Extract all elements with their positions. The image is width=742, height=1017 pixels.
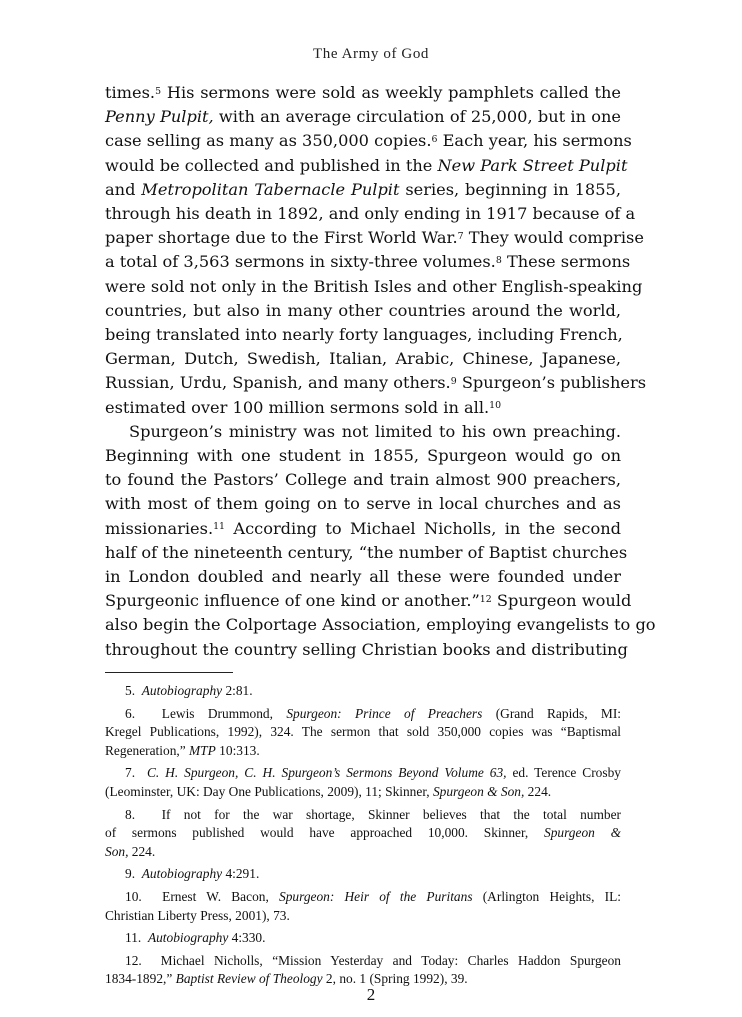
page-number: 2 xyxy=(366,985,376,1004)
italic-title: MTP xyxy=(189,742,216,758)
footnote xyxy=(105,929,621,948)
footnote-number: 12. xyxy=(125,952,161,968)
footnote-line: 8. If not for the war shortage, Skinner believes that the total number xyxy=(125,806,621,822)
italic-title: Autobiography xyxy=(141,683,223,698)
body-line: half of the nineteenth century, “the number of Baptist churches xyxy=(105,542,628,562)
italic-title: Spurgeon & xyxy=(544,825,621,841)
italic-title: Son, xyxy=(105,843,129,859)
footnote-line: 9. Autobiography 4:291. xyxy=(125,866,260,882)
italic-title: Autobiography xyxy=(147,930,229,946)
italic-title: Spurgeon: Prince of Preachers xyxy=(286,705,483,721)
footnote-number: 5. xyxy=(125,683,142,698)
italic-title: Spurgeon: Heir of the Puritans xyxy=(279,888,473,904)
body-line: were sold not only in the British Isles and other English-speaking xyxy=(105,276,643,296)
footnote xyxy=(105,888,621,925)
footnote-number: 11. xyxy=(125,930,148,946)
footnote-ref: 12 xyxy=(479,594,492,606)
italic-title: Autobiography xyxy=(141,866,223,882)
body-line: Spurgeonic influence of one kind or another.”$^{12}$ Spurgeon would xyxy=(105,591,632,611)
body-line: paper shortage due to the First World War.$^7$ They would comprise xyxy=(105,228,644,248)
body-line: times.$^5$ His sermons were sold as weekly pamphlets called the xyxy=(105,83,621,102)
footnote-number: 8. xyxy=(125,806,162,822)
italic-title: C. H. Spurgeon, C. H. Spurgeon’s Sermons Beyond Volume 63, xyxy=(146,765,507,781)
footnote-line: Kregel Publications, 1992), 324. The sermon that sold 350,000 copies was “Baptismal xyxy=(105,724,621,740)
footnote xyxy=(105,806,621,862)
footnote-ref: 10 xyxy=(489,400,502,412)
footnote-line: 7. C. H. Spurgeon, C. H. Spurgeon’s Sermons Beyond Volume 63, ed. Terence Crosby xyxy=(125,765,621,781)
footnote-ref: 7 xyxy=(457,231,464,242)
footnote-line: 12. Michael Nicholls, “Mission Yesterday and Today: Charles Haddon Spurgeon xyxy=(125,952,621,968)
italic-title: Metropolitan Tabernacle Pulpit xyxy=(141,179,400,199)
footnote-line: of sermons published would have approached 10,000. Skinner, Spurgeon & xyxy=(105,825,621,841)
footnote-line: 10. Ernest W. Bacon, Spurgeon: Heir of the Puritans (Arlington Heights, IL: xyxy=(125,888,622,904)
footnote-ref: 6 xyxy=(431,134,438,146)
footnote-line: (Leominster, UK: Day One Publications, 2009), 11; Skinner, Spurgeon & Son, 224. xyxy=(105,783,552,799)
body-line: also begin the Colportage Association, employing evangelists to go xyxy=(105,615,656,635)
italic-title: New Park Street Pulpit xyxy=(437,155,628,175)
footnote xyxy=(105,764,621,801)
footnote-ref: 9 xyxy=(450,376,457,388)
footnote-rule xyxy=(105,672,233,673)
footnote-ref: 8 xyxy=(495,255,502,267)
footnote-ref: 5 xyxy=(155,85,162,97)
body-text xyxy=(105,81,656,662)
footnote xyxy=(105,705,621,761)
body-line: Penny Pulpit, with an average circulation of 25,000, but in one xyxy=(105,107,621,127)
footnote-number: 10. xyxy=(125,888,163,904)
footnote-number: 7. xyxy=(125,765,147,781)
body-line: with most of them going on to serve in local churches and as xyxy=(105,494,621,514)
footnote-line: 11. Autobiography 4:330. xyxy=(125,930,266,946)
body-line: German, Dutch, Swedish, Italian, Arabic, Chinese, Japanese, xyxy=(105,349,621,369)
body-line: throughout the country selling Christian books and distributing xyxy=(105,639,628,659)
footnote-ref: 11 xyxy=(213,521,226,533)
body-line: and Metropolitan Tabernacle Pulpit series, beginning in 1855, xyxy=(105,179,621,199)
body-line: case selling as many as 350,000 copies.$^6$ Each year, his sermons xyxy=(105,131,632,151)
footnote-line: Son, 224. xyxy=(105,843,156,859)
footnote-line: Christian Liberty Press, 2001), 73. xyxy=(105,907,290,923)
footnote-number: 9. xyxy=(125,866,142,882)
footnote-line: 5. Autobiography 2:81. xyxy=(125,683,253,698)
footnote xyxy=(105,865,621,884)
footnote-line: 6. Lewis Drummond, Spurgeon: Prince of Preachers (Grand Rapids, MI: xyxy=(125,705,621,721)
body-line: Russian, Urdu, Spanish, and many others.$^9$ Spurgeon’s publishers xyxy=(105,373,647,393)
body-line: would be collected and published in the New Park Street Pulpit xyxy=(105,155,628,175)
footnotes xyxy=(105,682,621,993)
footnote-line: 1834-1892,” Baptist Review of Theology 2, no. 1 (Spring 1992), 39. xyxy=(105,971,468,987)
footnote-line: Regeneration,” MTP 10:313. xyxy=(105,742,260,758)
body-line: a total of 3,563 sermons in sixty-three volumes.$^8$ These sermons xyxy=(105,252,631,272)
body-line: in London doubled and nearly all these were founded under xyxy=(105,567,621,587)
italic-title: Spurgeon & Son, xyxy=(432,783,525,799)
italic-title: Penny Pulpit, xyxy=(105,107,214,127)
footnote-number: 6. xyxy=(125,705,162,721)
body-line: countries, but also in many other countries around the world, xyxy=(105,300,621,320)
body-line: through his death in 1892, and only ending in 1917 because of a xyxy=(105,204,636,224)
italic-title: Baptist Review of Theology xyxy=(175,971,323,987)
body-line: to found the Pastors’ College and train almost 900 preachers, xyxy=(105,470,621,490)
footnote xyxy=(105,952,621,989)
body-line: missionaries.$^{11}$ According to Michael Nicholls, in the second xyxy=(105,518,621,538)
body-line: estimated over 100 million sermons sold in all.$^{10}$ xyxy=(105,397,502,417)
footnote xyxy=(105,682,621,701)
running-head: The Army of God xyxy=(312,46,430,62)
body-line: being translated into nearly forty languages, including French, xyxy=(105,325,623,345)
body-line: Beginning with one student in 1855, Spurgeon would go on xyxy=(105,446,621,466)
body-line: Spurgeon’s ministry was not limited to his own preaching. xyxy=(129,421,621,441)
